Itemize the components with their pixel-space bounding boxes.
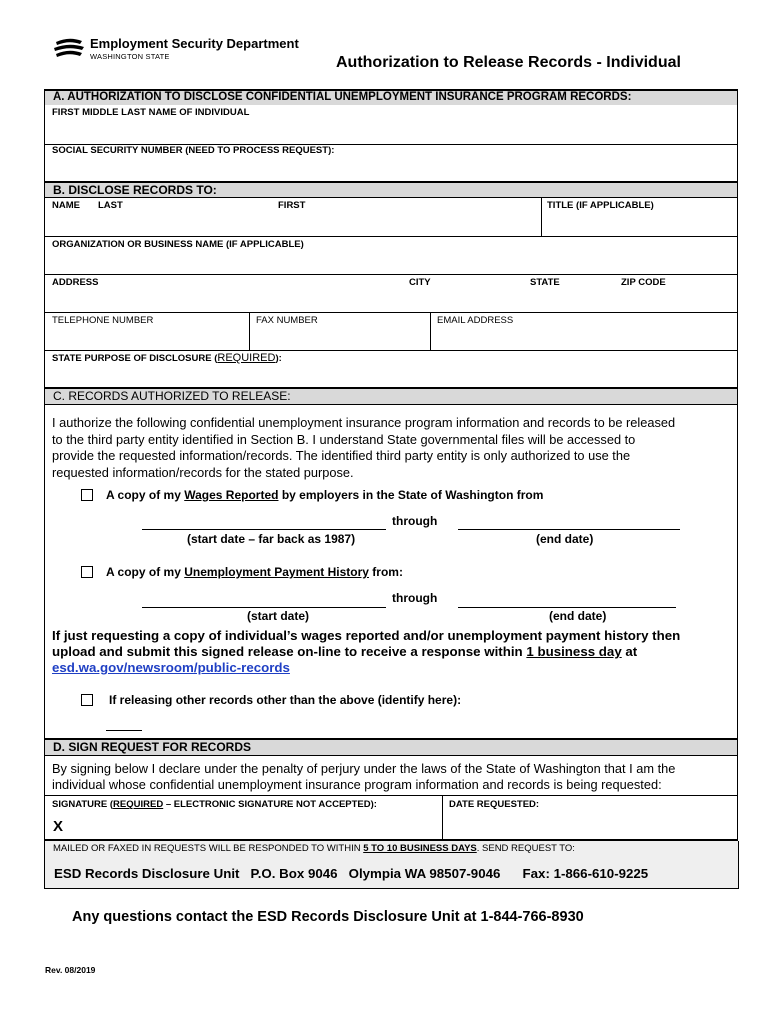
other-records-checkbox[interactable] [81, 694, 93, 706]
purpose-field[interactable] [45, 351, 737, 387]
online-submission-note: If just requesting a copy of individual’s wages reported and/or unemployment payment history then upload and submit this signed release on-line to receive a response within 1 business day at [52, 628, 681, 659]
wages-end-date-caption: (end date) [536, 532, 594, 546]
mailing-address: ESD Records Disclosure Unit P.O. Box 9046 Olympia WA 98507-9046 Fax: 1-866-610-9225 [54, 866, 649, 881]
other-records-field[interactable] [106, 715, 142, 730]
mailing-instructions: MAILED OR FAXED IN REQUESTS WILL BE RESPONDED TO WITHIN 5 TO 10 BUSINESS DAYS. SEND REQUEST TO: [53, 843, 575, 854]
section-c-heading: C. RECORDS AUTHORIZED TO RELEASE: [45, 389, 737, 404]
signature-x-mark: X [53, 818, 64, 835]
ui-through-label: through [392, 591, 438, 605]
recipient-name-field[interactable] [45, 198, 540, 236]
other-records-label: If releasing other records other than the above (identify here): [109, 693, 462, 707]
wages-end-date-field[interactable] [458, 513, 680, 529]
ssn-field[interactable] [45, 145, 737, 181]
recipient-name-label: NAME [52, 200, 80, 211]
wages-through-label: through [392, 514, 438, 528]
esd-logo-icon [52, 36, 86, 60]
recipient-last-label: LAST [98, 200, 123, 211]
zip-label: ZIP CODE [621, 277, 666, 288]
city-label: CITY [409, 277, 431, 288]
section-a-heading: A. AUTHORIZATION TO DISCLOSE CONFIDENTIAL UNEMPLOYMENT INSURANCE PROGRAM RECORDS: [45, 91, 737, 105]
address-field[interactable] [45, 275, 737, 312]
date-requested-label: DATE REQUESTED: [449, 799, 540, 810]
fax-label: FAX NUMBER [256, 315, 318, 326]
telephone-label: TELEPHONE NUMBER [52, 315, 154, 326]
organization-field[interactable] [45, 237, 737, 274]
ui-end-date-caption: (end date) [549, 609, 607, 623]
questions-contact: Any questions contact the ESD Records Disclosure Unit at 1-844-766-8930 [72, 909, 584, 925]
release-form [44, 89, 738, 919]
ui-history-label: A copy of my Unemployment Payment History from: [106, 565, 403, 579]
email-field[interactable] [431, 313, 737, 350]
recipient-first-label: FIRST [278, 200, 306, 211]
wages-start-date-caption: (start date – far back as 1987) [187, 532, 356, 546]
email-label: EMAIL ADDRESS [437, 315, 514, 326]
recipient-title-field[interactable] [542, 198, 737, 236]
agency-name: Employment Security Department [90, 36, 299, 51]
individual-name-field[interactable] [45, 106, 737, 144]
wages-reported-checkbox[interactable] [81, 489, 93, 501]
agency-state: WASHINGTON STATE [90, 52, 170, 61]
ui-start-date-field[interactable] [142, 591, 386, 607]
ui-end-date-field[interactable] [458, 591, 676, 607]
public-records-link[interactable]: esd.wa.gov/newsroom/public-records [52, 660, 290, 675]
section-b-heading: B. DISCLOSE RECORDS TO: [45, 183, 737, 197]
authorization-statement: I authorize the following confidential unemployment insurance program information and records to be released to the third party entity identified in Section B. I understand State governmental files will be accessed to provide the requested information/records. The identified third party entity is only authorized to use the requested information/records for the stated purpose. [52, 415, 676, 480]
declaration-statement: By signing below I declare under the penalty of perjury under the laws of the State of Washington that I am the individual whose confidential unemployment insurance program information and records is being requested: [52, 761, 676, 792]
wages-reported-label: A copy of my Wages Reported by employers in the State of Washington from [106, 488, 544, 502]
section-d-heading: D. SIGN REQUEST FOR RECORDS [45, 740, 737, 755]
individual-name-label: FIRST MIDDLE LAST NAME OF INDIVIDUAL [52, 107, 250, 118]
state-label: STATE [530, 277, 560, 288]
recipient-title-label: TITLE (IF APPLICABLE) [547, 200, 654, 211]
organization-label: ORGANIZATION OR BUSINESS NAME (IF APPLICABLE) [52, 239, 304, 250]
mailing-instructions-box [44, 841, 739, 889]
signature-label: SIGNATURE (REQUIRED – ELECTRONIC SIGNATURE NOT ACCEPTED): [52, 799, 377, 810]
ui-history-checkbox[interactable] [81, 566, 93, 578]
telephone-field[interactable] [45, 313, 248, 350]
ssn-label: SOCIAL SECURITY NUMBER (NEED TO PROCESS REQUEST): [52, 145, 335, 156]
signature-field[interactable] [45, 811, 441, 839]
address-label: ADDRESS [52, 277, 99, 288]
purpose-label: STATE PURPOSE OF DISCLOSURE (REQUIRED): [52, 352, 282, 364]
fax-field[interactable] [250, 313, 429, 350]
date-requested-field[interactable] [443, 811, 737, 839]
document-title: Authorization to Release Records - Individual [336, 54, 681, 71]
revision-date: Rev. 08/2019 [45, 965, 96, 975]
wages-start-date-field[interactable] [142, 513, 386, 529]
ui-start-date-caption: (start date) [247, 609, 310, 623]
